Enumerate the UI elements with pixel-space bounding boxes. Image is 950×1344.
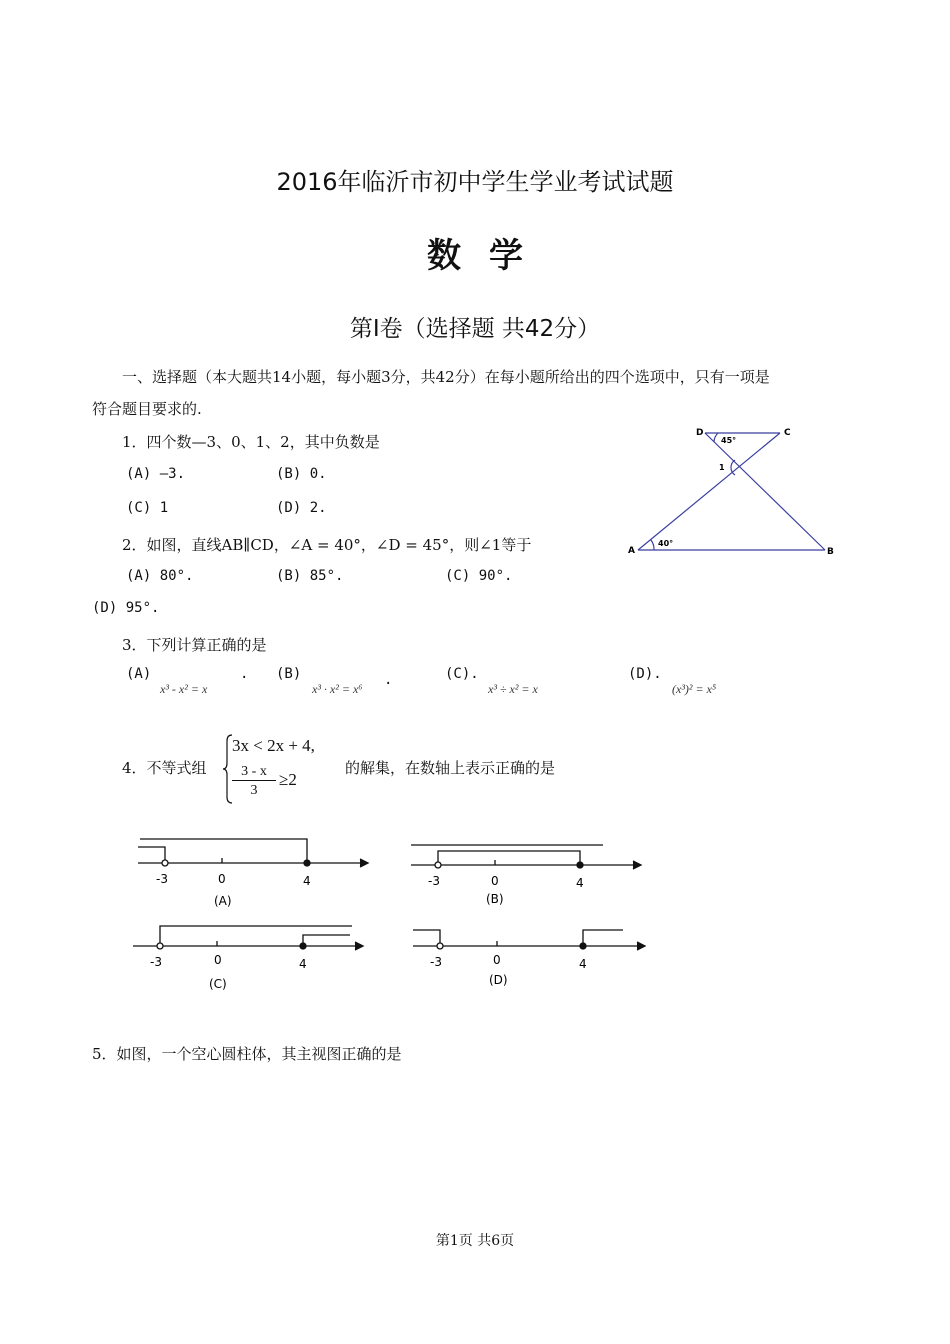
label-d: D xyxy=(696,428,704,438)
q3-option-a: (A) xyxy=(126,666,152,682)
q5-stem: 5．如图，一个空心圆柱体，其主视图正确的是 xyxy=(92,1045,402,1063)
parallel-lines-figure xyxy=(620,420,840,565)
label-a: (A) xyxy=(214,894,232,908)
q3-expr-b: x³ · x² = x⁶ xyxy=(312,682,363,696)
tick-4: 4 xyxy=(303,874,311,888)
q3-option-b: (B) xyxy=(276,666,302,682)
q2-option-d: (D) 95°. xyxy=(92,600,160,616)
tick-neg3: -3 xyxy=(150,955,162,969)
label-a: A xyxy=(628,546,635,556)
segment-ac xyxy=(638,433,780,550)
q4-stem-pre: 4．不等式组 xyxy=(122,759,207,777)
q4-ineq2-num: 3 - x xyxy=(232,764,276,781)
angle-d-arc xyxy=(714,433,718,442)
tick-4: 4 xyxy=(299,957,307,971)
tick-0: 0 xyxy=(218,872,226,886)
subject-title: 数学 xyxy=(427,236,551,276)
section-intro-line1: 一、选择题（本大题共14小题，每小题3分，共42分）在每小题所给出的四个选项中，只有一项是 xyxy=(122,368,770,386)
number-line-b xyxy=(403,835,653,915)
label-b: (B) xyxy=(486,892,504,906)
q2-stem: 2．如图，直线AB∥CD，∠A = 40°，∠D = 45°，则∠1等于 xyxy=(122,536,532,554)
q4-ineq2-den: 3 xyxy=(250,783,258,798)
section-intro-line2: 符合题目要求的. xyxy=(92,400,202,418)
q2-option-a: (A) 80°. xyxy=(126,568,194,584)
label-c: (C) xyxy=(209,977,227,991)
q2-option-b: (B) 85°. xyxy=(276,568,344,584)
label-d: (D) xyxy=(489,973,508,987)
label-angle-d: 45° xyxy=(721,436,737,445)
label-angle-a: 40° xyxy=(658,539,674,548)
tick-0: 0 xyxy=(493,953,501,967)
q1-option-c: (C) 1 xyxy=(126,500,169,516)
q4-ineq1: 3x < 2x + 4, xyxy=(232,736,315,755)
number-line-d xyxy=(405,918,655,998)
figure-lines xyxy=(638,433,825,550)
page-footer: 第1页 共6页 xyxy=(435,1233,515,1249)
q3-expr-a: x³ - x² = x xyxy=(160,682,208,696)
q4-stem-post: 的解集，在数轴上表示正确的是 xyxy=(345,759,556,777)
exam-title: 2016年临沂市初中学生学业考试试题 xyxy=(276,168,674,196)
q3-expr-d: (x³)² = x⁵ xyxy=(672,682,717,696)
tick-4: 4 xyxy=(576,876,584,890)
segment-db xyxy=(705,433,825,550)
q3-stem: 3．下列计算正确的是 xyxy=(122,636,267,654)
q4-ineq2-rel: ≥2 xyxy=(279,770,297,789)
label-angle-1: 1 xyxy=(719,463,725,472)
label-c: C xyxy=(784,428,791,438)
tick-4: 4 xyxy=(579,957,587,971)
q1-option-d: (D) 2. xyxy=(276,500,327,516)
tick-neg3: -3 xyxy=(430,955,442,969)
q3-dot-a: . xyxy=(240,666,249,682)
tick-neg3: -3 xyxy=(428,874,440,888)
tick-0: 0 xyxy=(491,874,499,888)
q3-dot-b: . xyxy=(384,672,393,688)
q3-option-c: (C). xyxy=(445,666,479,682)
q2-option-c: (C) 90°. xyxy=(445,568,513,584)
number-line-a xyxy=(130,835,380,915)
q1-option-b: (B) 0. xyxy=(276,466,327,482)
q1-option-a: (A) —3. xyxy=(126,466,186,482)
tick-neg3: -3 xyxy=(156,872,168,886)
tick-0: 0 xyxy=(214,953,222,967)
label-b: B xyxy=(827,547,834,557)
part-title: 第Ⅰ卷（选择题 共42分） xyxy=(349,316,601,342)
number-line-c xyxy=(125,918,375,998)
q1-stem: 1．四个数—3、0、1、2，其中负数是 xyxy=(122,433,380,451)
q3-option-d: (D). xyxy=(628,666,662,682)
q3-expr-c: x³ ÷ x² = x xyxy=(488,682,538,696)
angle-a-arc xyxy=(651,540,654,550)
